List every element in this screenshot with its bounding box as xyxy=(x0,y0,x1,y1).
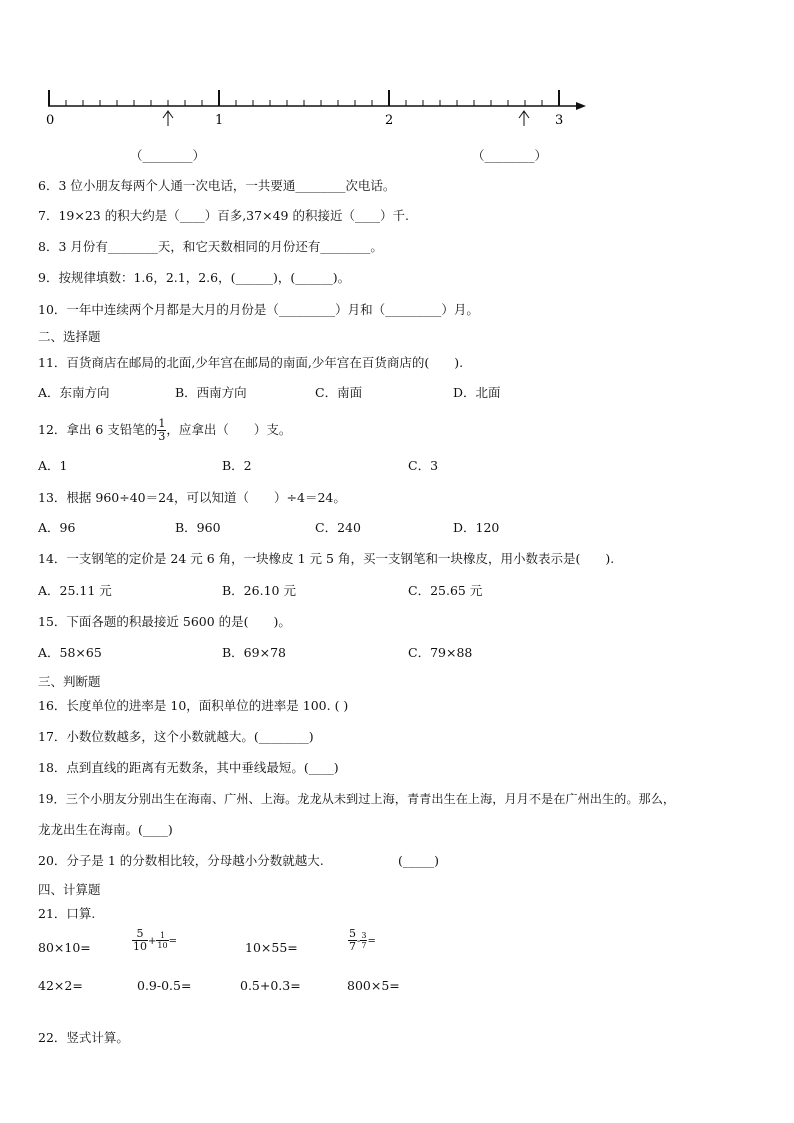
question-13: 13．根据 960÷40＝24，可以知道（ ）÷4＝24。 xyxy=(38,490,346,505)
q13-option-c[interactable]: C．240 xyxy=(315,520,361,535)
calc-r1c2: $\frac{5}{10}$ + $\frac{1}{10}$ = xyxy=(133,927,177,953)
section-heading-calculation: 四、计算题 xyxy=(38,882,101,897)
number-line xyxy=(0,0,794,140)
number-line-ticks xyxy=(49,90,559,106)
tick-label-1: 1 xyxy=(215,113,224,128)
question-18: 18．点到直线的距离有无数条，其中垂线最短。(____) xyxy=(38,760,339,775)
question-19-line-1: 19．三个小朋友分别出生在海南、广州、上海。龙龙从未到过上海，青青出生在上海，月月不是在广州出生的。那么， xyxy=(38,792,676,806)
q14-option-b[interactable]: B．26.10 元 xyxy=(222,583,296,598)
q11-option-a[interactable]: A．东南方向 xyxy=(38,385,110,400)
q11-option-b[interactable]: B．西南方向 xyxy=(175,385,247,400)
question-16: 16．长度单位的进率是 10，面积单位的进率是 100. ( ) xyxy=(38,698,349,713)
number-line-arrowhead xyxy=(576,102,586,110)
question-10: 10．一年中连续两个月都是大月的月份是（_________）月和（_________）月。 xyxy=(38,302,479,317)
calc-r1c2-small-fraction: $\frac{1}{10}$ xyxy=(157,931,168,950)
calc-r1c4-small-fraction: $\frac{3}{7}$ xyxy=(361,931,367,950)
q13-option-b[interactable]: B．960 xyxy=(175,520,221,535)
tick-label-2: 2 xyxy=(385,113,394,128)
q12-text-after: ，应拿出（ ）支。 xyxy=(166,422,292,437)
question-11: 11．百货商店在邮局的北面,少年宫在邮局的南面,少年宫在百货商店的( ). xyxy=(38,355,464,370)
question-22: 22．竖式计算。 xyxy=(38,1030,129,1045)
calc-r2c3: 0.5+0.3= xyxy=(240,978,301,993)
up-arrow-2 xyxy=(519,111,529,126)
q15-option-b[interactable]: B．69×78 xyxy=(222,645,286,660)
question-20: 20．分子是 1 的分数相比较，分母越小分数就越大. xyxy=(38,853,324,868)
question-7: 7．19×23 的积大约是（____）百多,37×49 的积接近（____）千. xyxy=(38,208,409,223)
up-arrow-1 xyxy=(163,111,173,126)
calc-r2c4: 800×5= xyxy=(347,978,400,993)
calc-r1c1: 80×10= xyxy=(38,940,91,955)
q11-option-c[interactable]: C．南面 xyxy=(315,385,363,400)
q13-option-d[interactable]: D．120 xyxy=(453,520,500,535)
numberline-answer-blank-1[interactable]: （________） xyxy=(130,148,206,163)
numberline-answer-blank-2[interactable]: （________） xyxy=(472,148,548,163)
calc-r1c2-fraction: $\frac{5}{10}$ xyxy=(133,927,147,953)
question-12 xyxy=(38,414,291,446)
q12-fraction: $\frac{1}{3}$ xyxy=(158,417,166,443)
q12-option-a[interactable]: A．1 xyxy=(38,458,68,473)
question-19-line-2: 龙龙出生在海南。(____) xyxy=(38,822,173,837)
calc-r1c4-fraction: $\frac{5}{7}$ xyxy=(349,927,356,953)
question-21: 21．口算. xyxy=(38,906,96,921)
question-15: 15．下面各题的积最接近 5600 的是( )。 xyxy=(38,614,291,629)
calc-r1c4: $\frac{5}{7}$ - $\frac{3}{7}$ = xyxy=(349,927,376,953)
q12-option-b[interactable]: B．2 xyxy=(222,458,252,473)
tick-label-0: 0 xyxy=(46,113,55,128)
q15-option-a[interactable]: A．58×65 xyxy=(38,645,102,660)
calc-r2c1: 42×2= xyxy=(38,978,83,993)
calc-r1c3: 10×55= xyxy=(245,940,298,955)
q13-option-a[interactable]: A．96 xyxy=(38,520,76,535)
q20-answer-blank[interactable]: (_____) xyxy=(398,853,440,868)
q12-option-c[interactable]: C．3 xyxy=(408,458,439,473)
question-6: 6．3 位小朋友每两个人通一次电话，一共要通________次电话。 xyxy=(38,178,396,193)
tick-label-3: 3 xyxy=(555,113,564,128)
q11-option-d[interactable]: D．北面 xyxy=(453,385,501,400)
question-14: 14．一支钢笔的定价是 24 元 6 角，一块橡皮 1 元 5 角，买一支钢笔和一块橡皮，用小数表示是( ). xyxy=(38,551,615,566)
section-heading-choice: 二、选择题 xyxy=(38,329,101,344)
q12-text-before: 12．拿出 6 支铅笔的 xyxy=(38,422,158,437)
section-heading-judgement: 三、判断题 xyxy=(38,674,101,689)
question-9: 9．按规律填数：1.6，2.1，2.6，(______)，(______)。 xyxy=(38,270,351,285)
question-17: 17．小数位数越多，这个小数就越大。(________) xyxy=(38,729,314,744)
q14-option-c[interactable]: C．25.65 元 xyxy=(408,583,483,598)
question-8: 8．3 月份有________天，和它天数相同的月份还有________。 xyxy=(38,239,383,254)
calc-r2c2: 0.9-0.5= xyxy=(137,978,192,993)
q14-option-a[interactable]: A．25.11 元 xyxy=(38,583,112,598)
q15-option-c[interactable]: C．79×88 xyxy=(408,645,473,660)
